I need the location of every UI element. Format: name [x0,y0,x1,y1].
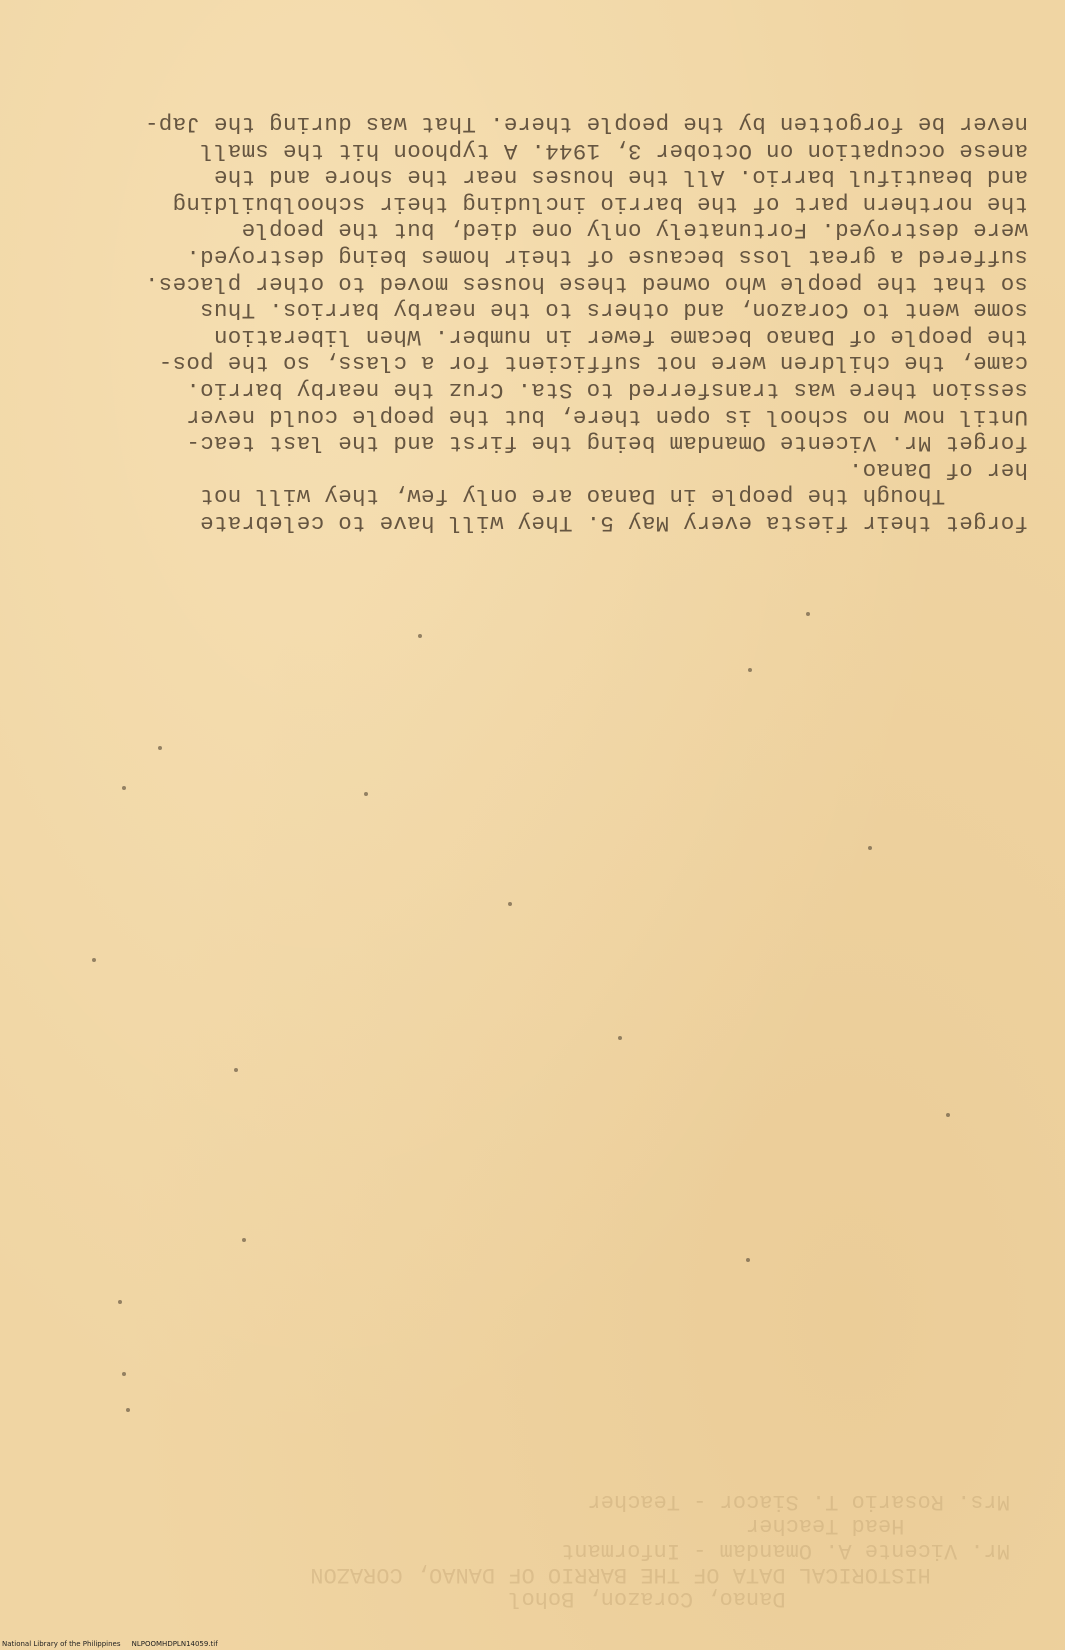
text-line: so that the people who owned these houses moved to other places. [144,270,1028,297]
text-line: session there was transferred to Sta. Cruz the nearby barrio. [186,377,1028,404]
faint-ghost-text [50,520,1010,1610]
bleed-through-text [48,66,1028,536]
text-line: some went to Corazon, and others to the nearby barrios. Thus [199,297,1028,324]
text-line: suffered a great loss because of their homes being destroyed. [186,244,1028,271]
text-line: her of Danao. [848,456,1028,483]
file-name: NLPOOMHDPLN14059.tif [131,1640,218,1648]
text-line: the people of Danao became fewer in number. When liberation [213,323,1028,350]
ghost-line: Danao, Corazon, Bohol [508,1586,1010,1611]
archive-footer [2,1640,218,1648]
ghost-line: HISTORICAL DATA OF THE BARRIO OF DANAO, CORAZON [310,1561,1010,1587]
text-line: and beautiful barrio. All the houses near the shore and the [213,164,1028,191]
text-line: the northern part of the barrio including their schoolbuilding [172,190,1028,217]
ghost-line: Mrs. Rosario T. Siacor - Teacher [587,1489,1010,1515]
text-line: forget Mr. Vicente Omandam being the first and the last teac- [186,430,1028,457]
text-line: came, the children were not sufficient for a class, so the pos- [158,350,1028,377]
ghost-line: Head Teacher [745,1513,1010,1539]
text-line: Until now no school is open there, but the people could never [186,403,1028,430]
ghost-line: Mr. Vicente A. Omandam - Informant [561,1537,1010,1563]
archive-label: National Library of the Philippines [2,1640,121,1648]
text-line: forget their fiesta every May 5. They will have to celebrate [199,510,1028,536]
text-line: were destroyed. Fortunately only one died, but the people [241,217,1028,244]
text-line: never be forgotten by the people there. That was during the Jap- [144,111,1028,138]
text-line: anese occupation on October 3, 1944. A typhoon hit the small [199,137,1028,164]
text-line: Though the people in Danao are only few, they will not [199,483,1028,510]
